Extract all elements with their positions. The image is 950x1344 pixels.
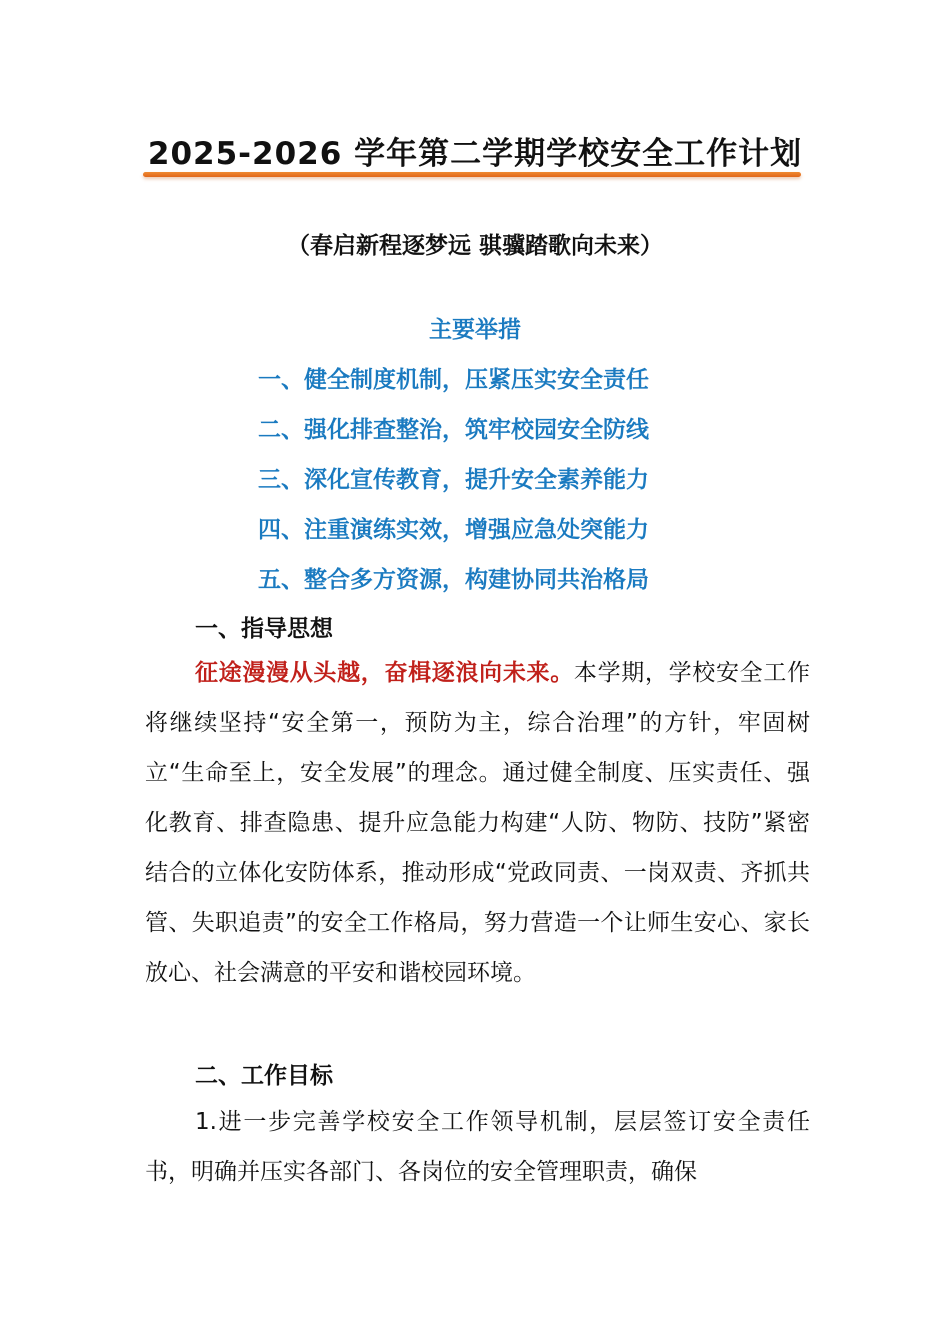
section-heading-guiding-ideology: 一、指导思想	[195, 616, 333, 642]
highlight-slogan: 征途漫漫从头越，奋楫逐浪向未来。	[195, 660, 574, 686]
title-underline	[143, 172, 801, 177]
measure-item: 一、健全制度机制，压紧压实安全责任	[258, 367, 649, 393]
measure-item: 四、注重演练实效，增强应急处突能力	[258, 517, 649, 543]
measures-heading: 主要举措	[429, 317, 521, 343]
document-subtitle: （春启新程逐梦远 骐骥踏歌向未来）	[286, 233, 663, 259]
document-title: 2025-2026 学年第二学期学校安全工作计划	[147, 136, 803, 172]
work-goals-paragraph: 1.进一步完善学校安全工作领导机制，层层签订安全责任书，明确并压实各部门、各岗位的安全管理职责，确保	[145, 1109, 810, 1185]
measure-item: 三、深化宣传教育，提升安全素养能力	[258, 467, 649, 493]
measure-item: 五、整合多方资源，构建协同共治格局	[258, 567, 649, 593]
guiding-ideology-paragraph	[145, 648, 810, 998]
section-heading-work-goals: 二、工作目标	[195, 1063, 333, 1089]
measure-item: 二、强化排查整治，筑牢校园安全防线	[258, 417, 649, 443]
paragraph-text: 本学期，学校安全工作将继续坚持“安全第一，预防为主，综合治理”的方针，牢固树立“生命至上，安全发展”的理念。通过健全制度、压实责任、强化教育、排查隐患、提升应急能力构建“人防、物防、技防”紧密结合的立体化安防体系，推动形成“党政同责、一岗双责、齐抓共管、失职追责”的安全工作格局，努力营造一个让师生安心、家长放心、社会满意的平安和谐校园环境。	[145, 660, 811, 986]
